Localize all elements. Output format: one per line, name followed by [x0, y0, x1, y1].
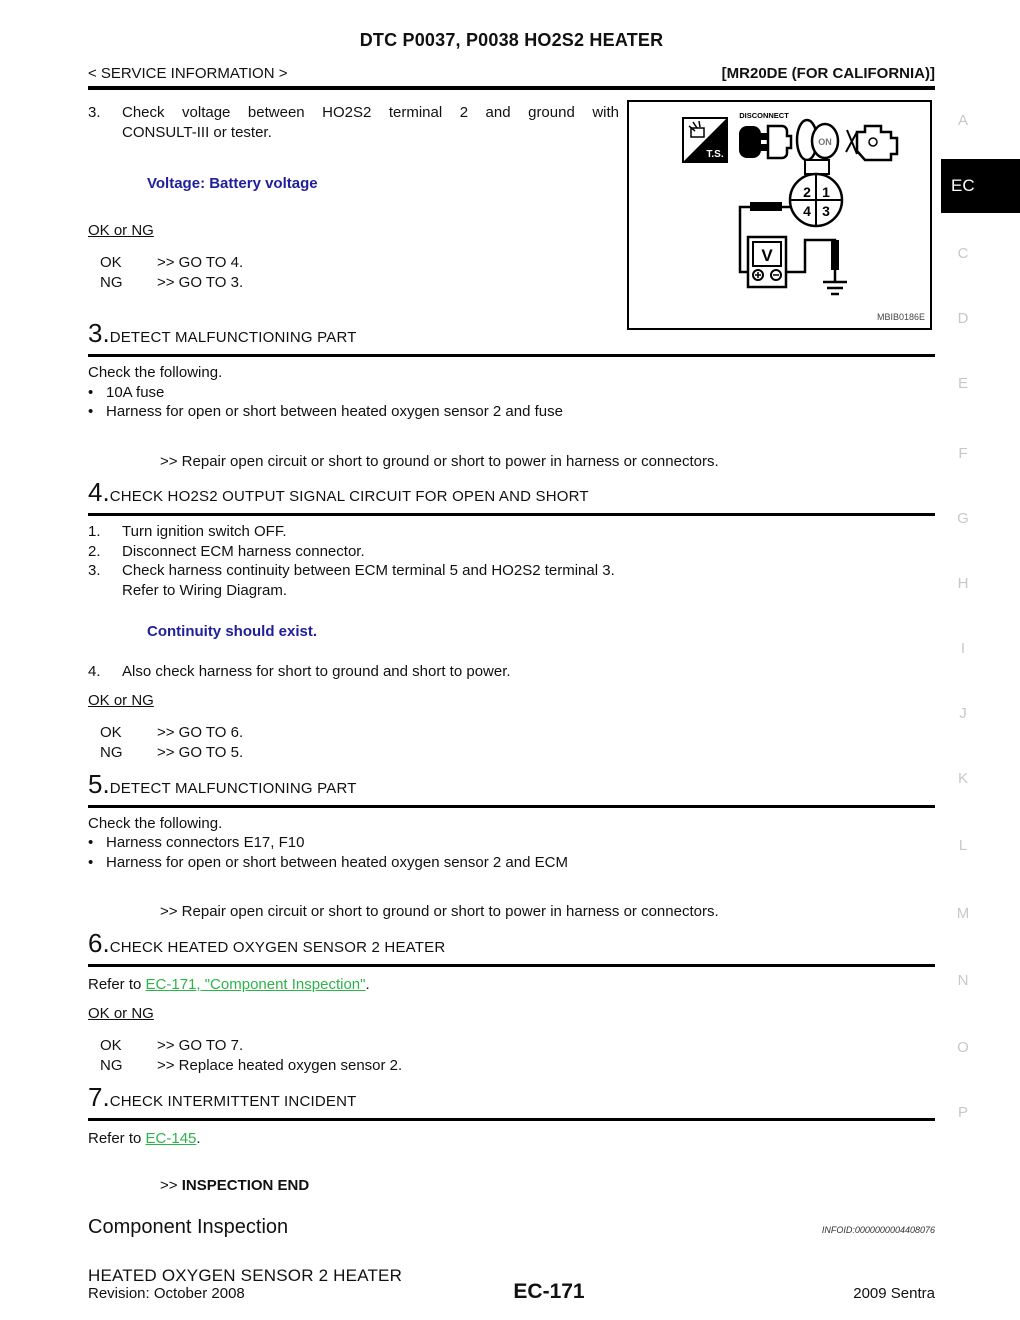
margin-letter-n: N	[957, 972, 969, 989]
revision-label: Revision: October 2008	[88, 1285, 245, 1302]
procedure-step: 2. Disconnect ECM harness connector.	[88, 542, 365, 560]
procedure-substep: Refer to Wiring Diagram.	[122, 581, 288, 599]
ts-tool-icon	[683, 118, 727, 162]
result-action: >> GO TO 3.	[157, 274, 244, 291]
figure-code: MBIB0186E	[876, 312, 925, 322]
check-intro: Check the following.	[88, 364, 223, 381]
section-number: 4.	[88, 477, 110, 507]
ho2s2-heater-subheading: HEATED OXYGEN SENSOR 2 HEATER	[88, 1266, 403, 1285]
result-label: OK	[100, 254, 122, 271]
margin-letter-d: D	[957, 310, 969, 327]
voltmeter-icon	[748, 237, 786, 287]
procedure-step: 4. Also check harness for short to ground and short to power.	[88, 662, 511, 680]
section-number: 6.	[88, 927, 110, 958]
step-text-line1: Check voltage between HO2S2 terminal 2 and ground with	[122, 104, 619, 121]
ok-or-ng-label: OK or NG	[88, 692, 154, 709]
section-title: CHECK HO2S2 OUTPUT SIGNAL CIRCUIT FOR OPEN AND SHORT	[109, 488, 589, 505]
engine-variant-label: [MR20DE (FOR CALIFORNIA)]	[721, 65, 935, 82]
margin-letter-l: L	[958, 837, 968, 854]
continuity-spec: Continuity should exist.	[147, 623, 318, 640]
ec-145-link[interactable]: EC-145	[145, 1129, 197, 1147]
margin-letter-c: C	[957, 245, 969, 262]
svg-text:DISCONNECT: DISCONNECT	[739, 111, 789, 120]
component-inspection-heading: Component Inspection	[88, 1215, 289, 1238]
margin-letter-k: K	[957, 770, 968, 787]
lead-sleeve	[831, 240, 839, 270]
result-row-ok: OK >> GO TO 7.	[100, 1036, 244, 1054]
svg-text:V: V	[761, 246, 773, 265]
result-row-ok: OK >> GO TO 6.	[100, 723, 244, 741]
svg-text:2: 2	[803, 184, 811, 200]
margin-letter-i: I	[960, 640, 966, 657]
ignition-on-icon	[797, 120, 838, 160]
svg-text:3: 3	[822, 203, 830, 219]
service-information-label: < SERVICE INFORMATION >	[88, 65, 288, 82]
section-number: 3.	[88, 318, 110, 348]
infoid-label: INFOID:0000000004408076	[821, 1224, 935, 1235]
section-title: CHECK INTERMITTENT INCIDENT	[109, 1092, 357, 1110]
result-label: NG	[100, 274, 123, 291]
inspection-end-action: >> INSPECTION END	[160, 1177, 310, 1194]
repair-action: >> Repair open circuit or short to ground or short to power in harness or connectors.	[160, 452, 719, 470]
page-number: EC-171	[513, 1280, 585, 1303]
circuit-test-illustration	[629, 102, 930, 328]
section-number: 5.	[88, 768, 110, 799]
model-label: 2009 Sentra	[853, 1285, 935, 1302]
margin-letter-g: G	[957, 510, 969, 527]
margin-letter-j: J	[959, 705, 967, 722]
section-6-heading	[88, 927, 935, 967]
ground-icon	[823, 268, 847, 294]
margin-letter-f: F	[958, 445, 968, 462]
section-title: DETECT MALFUNCTIONING PART	[109, 779, 357, 797]
margin-letter-o: O	[957, 1039, 969, 1056]
voltage-spec: Voltage: Battery voltage	[147, 175, 318, 192]
result-action: >> GO TO 4.	[157, 254, 244, 271]
section-title: CHECK HEATED OXYGEN SENSOR 2 HEATER	[109, 938, 446, 956]
check-bullet: • 10A fuse	[88, 383, 935, 403]
margin-letter-h: H	[957, 575, 969, 592]
step-number: 3.	[88, 104, 101, 121]
lead-sleeve	[750, 202, 782, 211]
svg-text:1: 1	[822, 184, 830, 200]
section-tab-ec: EC	[941, 159, 1020, 213]
margin-letter-m: M	[956, 905, 970, 922]
section-4-heading	[88, 479, 935, 516]
ho2s2-connector-diagram	[790, 160, 842, 226]
refer-line: Refer to EC-145.	[88, 1129, 201, 1147]
dtc-title: DTC P0037, P0038 HO2S2 HEATER	[359, 30, 664, 50]
margin-letter-p: P	[957, 1104, 968, 1121]
engine-icon	[846, 126, 897, 160]
diagnostic-sections	[88, 320, 935, 1286]
page-header	[88, 30, 935, 90]
margin-letter-a: A	[957, 112, 968, 129]
repair-action: >> Repair open circuit or short to ground or short to power in harness or connectors.	[160, 903, 719, 920]
disconnect-icon	[739, 111, 791, 158]
svg-text:4: 4	[803, 203, 811, 219]
result-row-ng: NG >> Replace heated oxygen sensor 2.	[100, 1056, 403, 1074]
check-intro: Check the following.	[88, 814, 223, 832]
section-number: 7.	[88, 1081, 110, 1112]
result-row-ng: NG >> GO TO 5.	[100, 743, 244, 761]
section-7-heading	[88, 1081, 935, 1121]
svg-text:ON: ON	[818, 137, 832, 147]
ok-or-ng-label: OK or NG	[88, 1005, 154, 1022]
procedure-step: 1. Turn ignition switch OFF.	[88, 523, 287, 540]
margin-letter-e: E	[957, 375, 968, 392]
procedure-step: 3. Check harness continuity between ECM terminal 5 and HO2S2 terminal 3.	[88, 562, 615, 579]
check-bullet: • Harness for open or short between heated oxygen sensor 2 and ECM	[88, 853, 935, 873]
section-3-heading	[88, 320, 935, 357]
result-row-ng	[88, 273, 623, 293]
section-5-heading	[88, 768, 935, 808]
measurement-figure	[627, 100, 932, 330]
step-text-line2: CONSULT-III or tester.	[122, 123, 272, 141]
check-bullet: • Harness connectors E17, F10	[88, 833, 935, 853]
page-footer	[88, 1280, 935, 1304]
svg-text:T.S.: T.S.	[706, 149, 724, 160]
result-row-ok	[88, 253, 623, 273]
refer-line: Refer to EC-171, "Component Inspection".	[88, 975, 370, 993]
component-inspection-link[interactable]: EC-171, "Component Inspection"	[145, 975, 366, 993]
check-bullet: • Harness for open or short between heated oxygen sensor 2 and fuse	[88, 402, 935, 422]
section-title: DETECT MALFUNCTIONING PART	[109, 329, 357, 346]
step-3-block	[88, 103, 623, 293]
ok-or-ng-label: OK or NG	[88, 221, 154, 239]
